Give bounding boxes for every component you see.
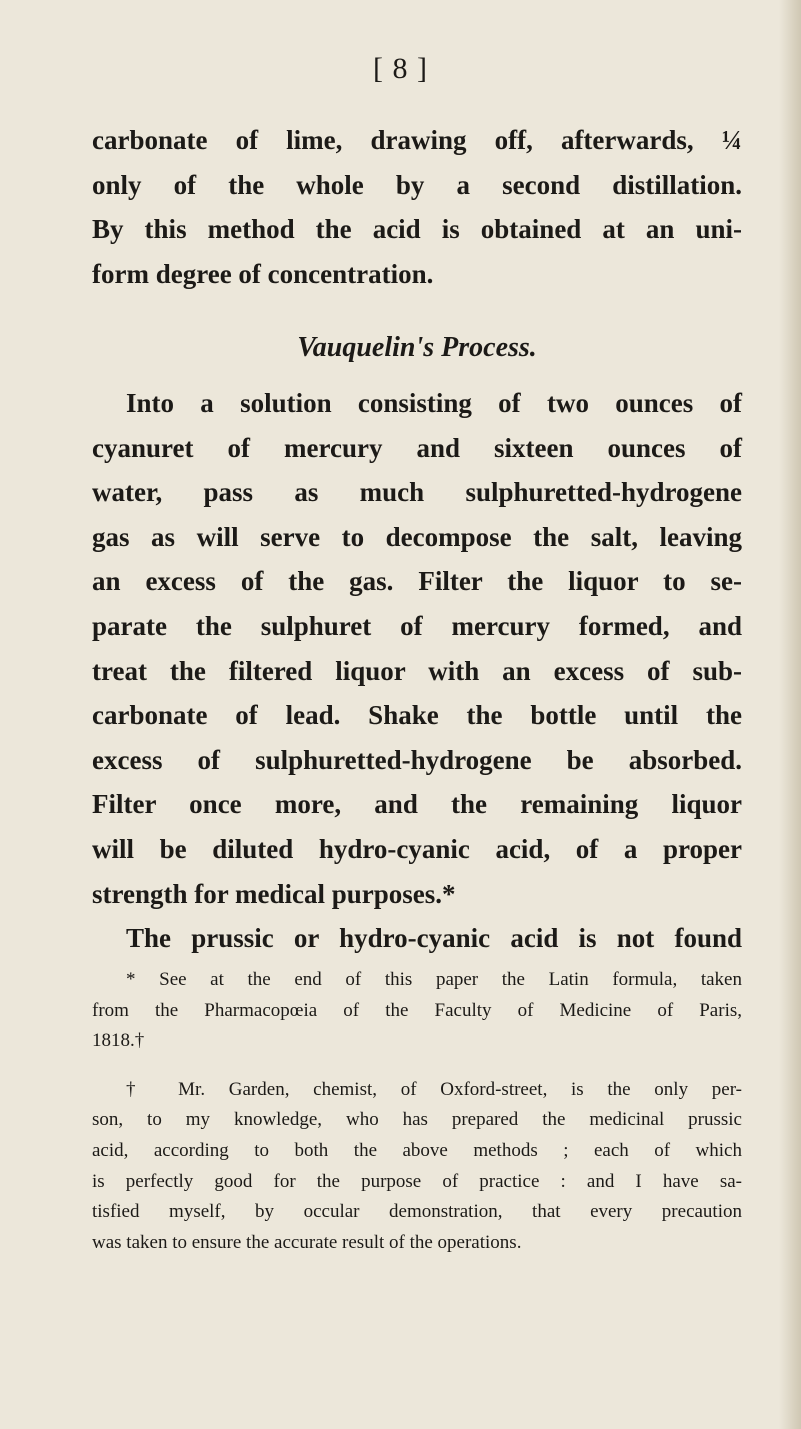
- text-line: water, pass as much sulphuretted-hydrogene: [92, 477, 742, 508]
- footnote-line: son, to my knowledge, who has prepared the medicinal prussic: [92, 1109, 742, 1131]
- text-line: form degree of concentration.: [92, 258, 434, 289]
- footnote-1: [92, 965, 742, 1057]
- footnote-line: tisfied myself, by occular demonstration, that every precaution: [92, 1201, 742, 1223]
- text-line: only of the whole by a second distillation.: [92, 169, 742, 200]
- page-number: [ 8 ]: [373, 52, 428, 85]
- footnote-line: acid, according to both the above methods ; each of which: [92, 1139, 742, 1161]
- text-line: strength for medical purposes.*: [92, 878, 456, 909]
- section-heading: Vauquelin's Process.: [297, 332, 537, 364]
- page-edge-shadow: [779, 0, 801, 1429]
- footnote-line: is perfectly good for the purpose of practice : and I have sa-: [92, 1170, 742, 1192]
- text-line: an excess of the gas. Filter the liquor to se-: [92, 566, 742, 597]
- main-text: [92, 118, 742, 961]
- footnote-2: [92, 1075, 742, 1259]
- text-line: By this method the acid is obtained at an uni-: [92, 214, 742, 245]
- footnotes: [92, 965, 742, 1258]
- text-line: carbonate of lime, drawing off, afterwards, ¼: [92, 125, 742, 155]
- text-line: gas as will serve to decompose the salt, leaving: [92, 521, 742, 552]
- footnote-line: † Mr. Garden, chemist, of Oxford-street, is the only per-: [126, 1078, 742, 1100]
- text-line: parate the sulphuret of mercury formed, and: [92, 610, 742, 641]
- text-line: excess of sulphuretted-hydrogene be absorbed.: [92, 744, 742, 775]
- footnote-line: * See at the end of this paper the Latin formula, taken: [126, 969, 742, 990]
- text-line: cyanuret of mercury and sixteen ounces of: [92, 432, 742, 463]
- text-line: treat the filtered liquor with an excess of sub-: [92, 655, 742, 686]
- footnote-line: 1818.†: [92, 1030, 145, 1052]
- text-line: Into a solution consisting of two ounces of: [126, 387, 742, 418]
- text-line: will be diluted hydro-cyanic acid, of a proper: [92, 833, 742, 864]
- footnote-line: from the Pharmacopœia of the Faculty of Medicine of Paris,: [92, 999, 742, 1021]
- text-line: carbonate of lead. Shake the bottle until the: [92, 700, 742, 731]
- footnote-line: was taken to ensure the accurate result of the operations.: [92, 1231, 522, 1253]
- text-line: Filter once more, and the remaining liquor: [92, 789, 742, 820]
- text-line: The prussic or hydro-cyanic acid is not found: [126, 923, 742, 954]
